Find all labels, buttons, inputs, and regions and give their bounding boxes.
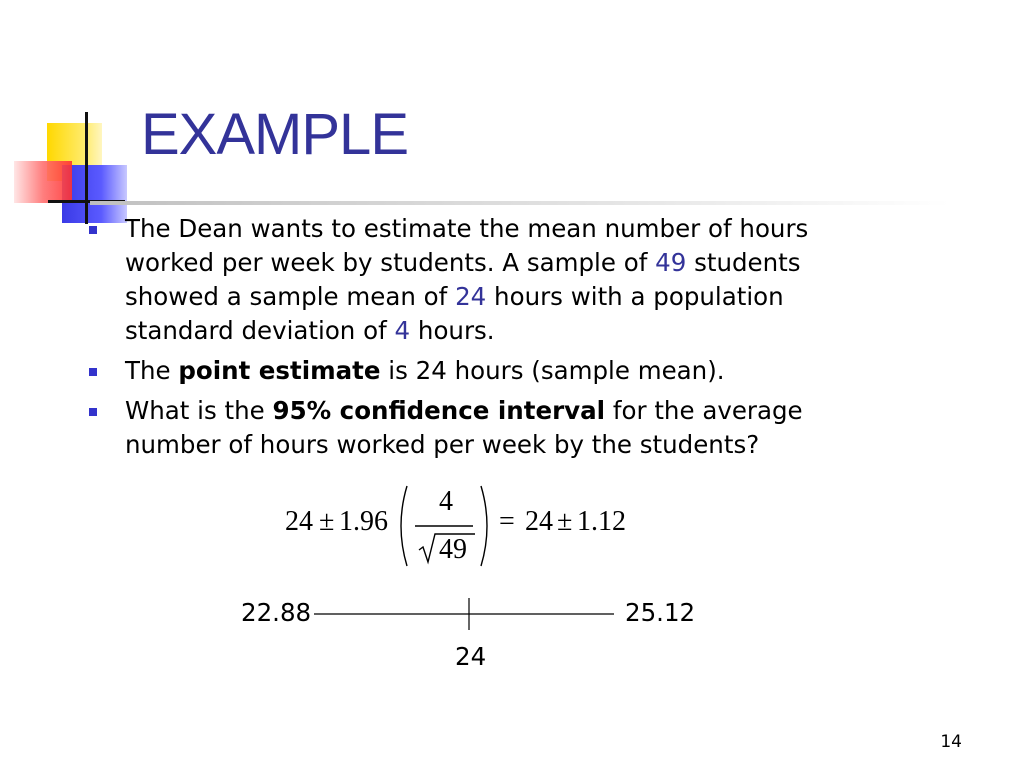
- bullet-text: hours with a population standard deviation of: [125, 282, 784, 345]
- formula-lhs-mean: 24: [285, 506, 313, 537]
- left-paren: [401, 486, 407, 566]
- bullet-text: The Dean wants to estimate the mean number of hours worked per week by students. A sample of: [125, 214, 809, 277]
- bullet-text: What is the: [125, 396, 273, 425]
- formula-pm: ±: [557, 506, 573, 537]
- bullet-marker-icon: [89, 226, 97, 234]
- formula-denominator: 49: [439, 534, 467, 565]
- bullet-text: hours.: [410, 316, 495, 345]
- bullet-text: The: [125, 356, 179, 385]
- formula-pm: ±: [319, 506, 335, 537]
- bullet-marker-icon: [89, 368, 97, 376]
- formula-rhs-mean: 24: [525, 506, 553, 537]
- bullet-text: for the average number of hours worked per week by the students?: [125, 396, 803, 459]
- interval-upper-bound: 25.12: [625, 598, 696, 627]
- logo-vertical-line: [85, 112, 88, 224]
- right-paren: [481, 486, 487, 566]
- interval-number-line: [312, 596, 616, 632]
- interval-lower-bound: 22.88: [241, 598, 312, 627]
- bullet-bold-text: 95% confidence interval: [272, 396, 606, 425]
- formula-z-value: 1.96: [339, 506, 388, 537]
- formula-equals: =: [499, 506, 515, 537]
- confidence-interval-formula: [285, 482, 645, 574]
- slide-title: EXAMPLE: [141, 102, 408, 167]
- bullet-bold-text: point estimate: [178, 356, 381, 385]
- bullet-marker-icon: [89, 408, 97, 416]
- logo-red-block: [14, 161, 72, 203]
- interval-center-label: 24: [455, 642, 487, 671]
- formula-margin: 1.12: [577, 506, 626, 537]
- bullet-item-question: [86, 394, 876, 462]
- bullet-list: [86, 212, 876, 468]
- title-divider: [90, 201, 950, 205]
- bullet-text: students showed a sample mean of: [125, 248, 801, 311]
- formula-numerator: 4: [439, 486, 453, 517]
- sample-mean-value: 24: [455, 282, 487, 311]
- sample-size-value: 49: [655, 248, 687, 277]
- page-number: 14: [940, 732, 962, 752]
- bullet-item-scenario: [86, 212, 876, 348]
- std-dev-value: 4: [394, 316, 411, 345]
- bullet-text: is 24 hours (sample mean).: [380, 356, 725, 385]
- bullet-item-point-estimate: [86, 354, 876, 388]
